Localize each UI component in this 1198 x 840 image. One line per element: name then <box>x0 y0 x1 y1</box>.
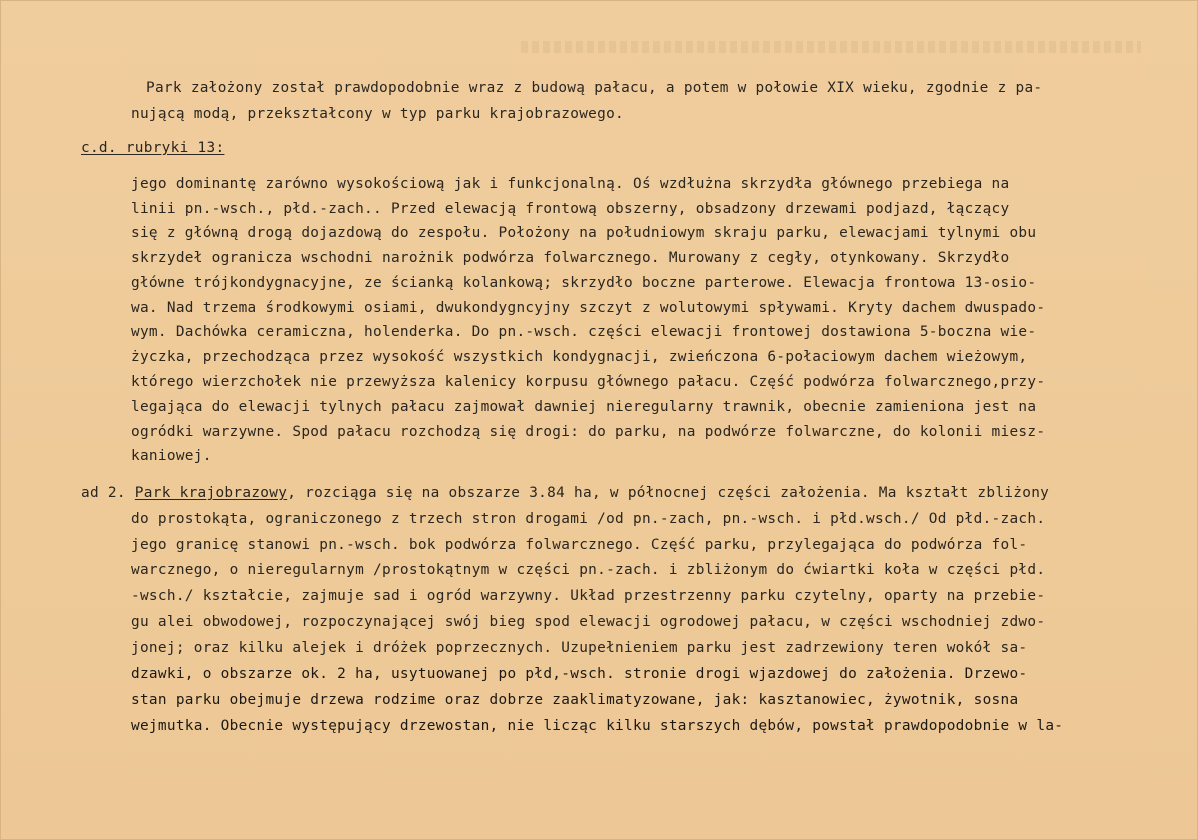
ad2-line-5: -wsch./ kształcie, zajmuje sad i ogród warzywny. Układ przestrzenny parku czytelny, oparty na przebie- <box>131 588 1046 604</box>
cd-line-5: główne trójkondygnacyjne, ze ścianką kolankową; skrzydło boczne parterowe. Elewacja frontowa 13-osio- <box>131 275 1037 291</box>
ad2-line-9: stan parku obejmuje drzewa rodzime oraz dobrze zaaklimatyzowane, jak: kasztanowiec, żywotnik, sosna <box>131 692 1019 708</box>
cd-line-8: życzka, przechodząca przez wysokość wszystkich kondygnacji, zwieńczona 6-połaciowym dachem wieżowym, <box>131 349 1028 365</box>
ad2-line-7: jonej; oraz kilku alejek i dróżek poprzecznych. Uzupełnieniem parku jest zadrzewiony teren wokół sa- <box>131 640 1028 656</box>
ad2-line-3: jego granicę stanowi pn.-wsch. bok podwórza folwarcznego. Część parku, przylegająca do podwórza fol- <box>131 537 1028 553</box>
ad2-line-6: gu alei obwodowej, rozpoczynającej swój bieg spod elewacji ogrodowej pałacu, w części wschodniej zdwo- <box>131 614 1046 630</box>
section-heading-cd: c.d. rubryki 13: <box>81 140 225 156</box>
cd-line-7: wym. Dachówka ceramiczna, holenderka. Do pn.-wsch. części elewacji frontowej dostawiona 5-boczna wie- <box>131 324 1037 340</box>
cd-line-10: legająca do elewacji tylnych pałacu zajmował dawniej nieregularny trawnik, obecnie zamieniona jest na <box>131 399 1037 415</box>
cd-line-9: którego wierzchołek nie przewyższa kalenicy korpusu głównego pałacu. Część podwórza folwarcznego,przy- <box>131 374 1046 390</box>
ad2-heading: Park krajobrazowy <box>134 485 288 501</box>
intro-line-2: nującą modą, przekształcony w typ parku krajobrazowego. <box>131 106 625 122</box>
ad2-line-2: do prostokąta, ograniczonego z trzech stron drogami /od pn.-zach, pn.-wsch. i płd.wsch./ Od płd.-zach. <box>131 511 1046 527</box>
ad2-first-line-rest: , rozciąga się na obszarze 3.84 ha, w północnej części założenia. Ma kształt zbliżony <box>287 485 1050 501</box>
cd-line-12: kaniowej. <box>131 448 212 464</box>
bleed-through-text <box>521 41 1141 53</box>
cd-line-6: wa. Nad trzema środkowymi osiami, dwukondygncyjny szczyt z wolutowymi spływami. Kryty dachem dwuspado- <box>131 300 1046 316</box>
ad2-first-line <box>81 484 1049 502</box>
intro-line-1: Park założony został prawdopodobnie wraz z budową pałacu, a potem w połowie XIX wieku, zgodnie z pa- <box>146 80 1043 96</box>
cd-line-3: się z główną drogą dojazdową do zespołu. Położony na południowym skraju parku, elewacjami tylnymi obu <box>131 225 1037 241</box>
ad2-line-4: warcznego, o nieregularnym /prostokątnym w części pn.-zach. i zbliżonym do ćwiartki koła w części płd. <box>131 562 1046 578</box>
ad2-line-8: dzawki, o obszarze ok. 2 ha, usytuowanej po płd,-wsch. stronie drogi wjazdowej do założenia. Drzewo- <box>131 666 1028 682</box>
cd-line-1: jego dominantę zarówno wysokościową jak i funkcjonalną. Oś wzdłużna skrzydła głównego przebiega na <box>131 176 1010 192</box>
ad2-line-10: wejmutka. Obecnie występujący drzewostan, nie licząc kilku starszych dębów, powstał prawdopodobnie w la- <box>131 718 1064 734</box>
cd-line-4: skrzydeł ogranicza wschodni narożnik podwórza folwarcznego. Murowany z cegły, otynkowany. Skrzydło <box>131 250 1010 266</box>
cd-line-11: ogródki warzywne. Spod pałacu rozchodzą się drogi: do parku, na podwórze folwarczne, do kolonii miesz- <box>131 424 1046 440</box>
ad2-label: ad 2. <box>81 485 126 501</box>
cd-line-2: linii pn.-wsch., płd.-zach.. Przed elewacją frontową obszerny, obsadzony drzewami podjazd, łączący <box>131 201 1010 217</box>
